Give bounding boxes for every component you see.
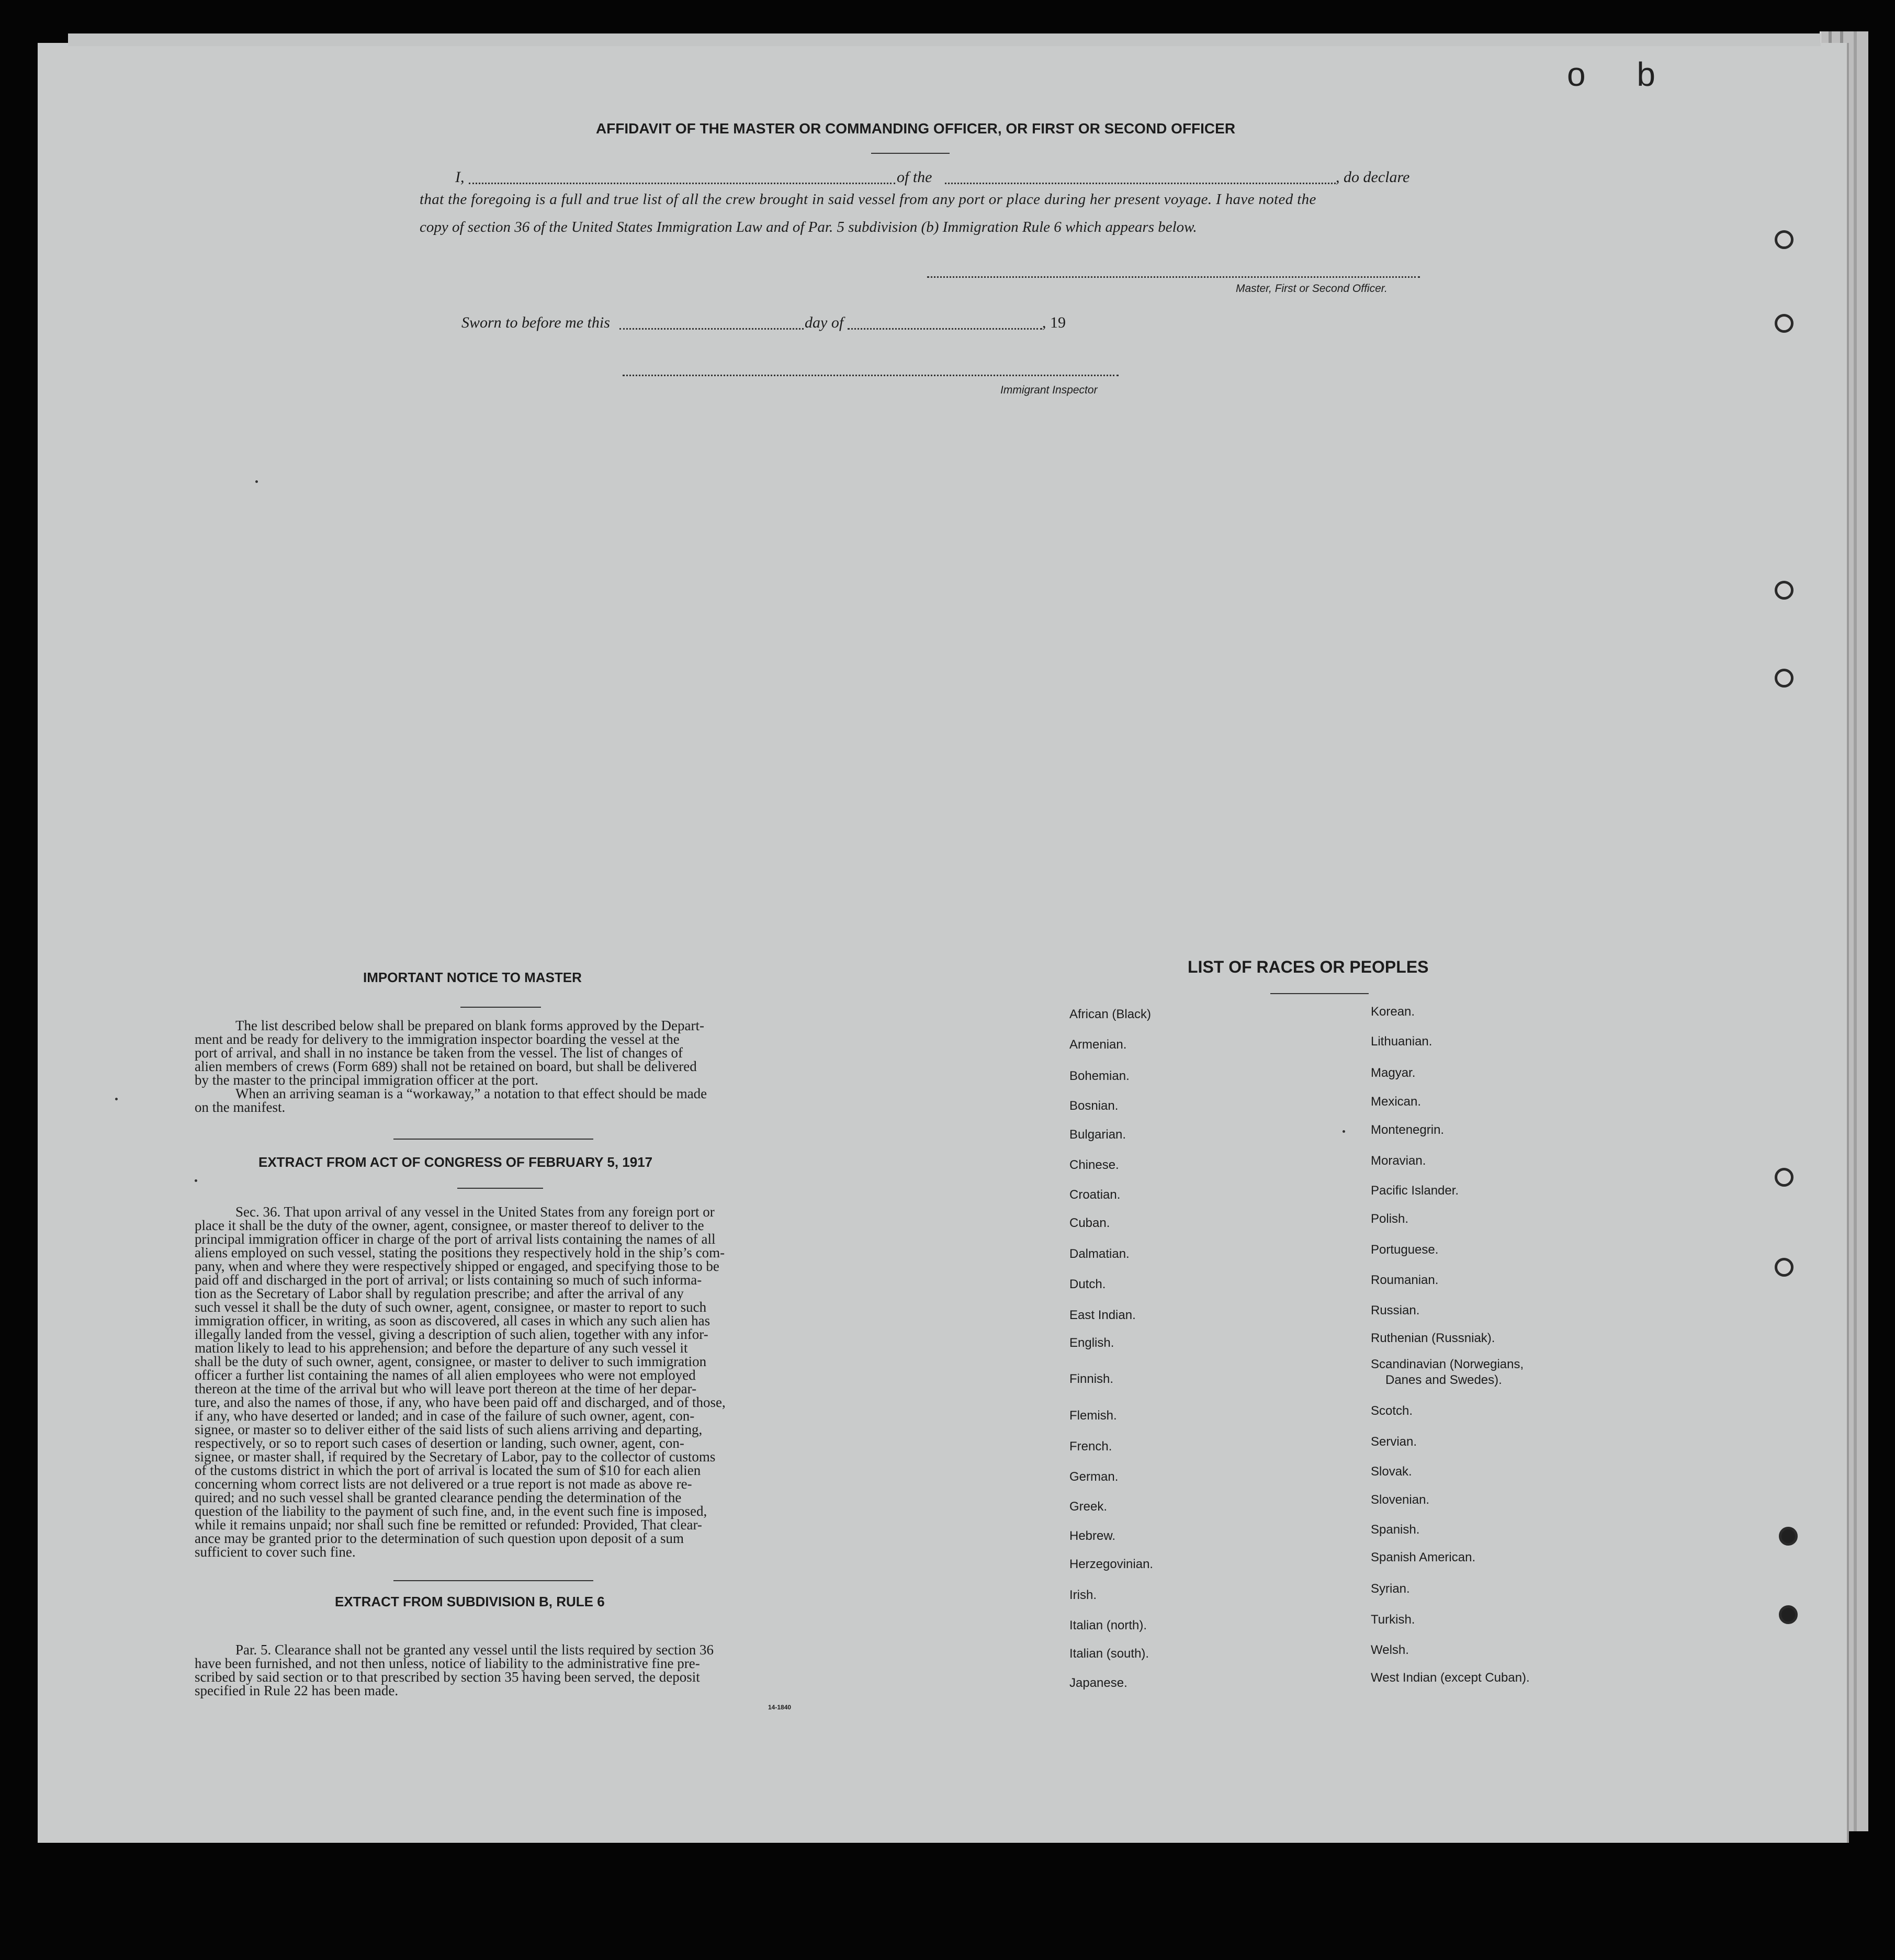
act-line: paid off and discharged in the port of arrival; or lists containing so much of such informa-: [195, 1272, 702, 1288]
race-item: Armenian.: [1069, 1038, 1127, 1052]
race-item: Slovenian.: [1371, 1493, 1430, 1507]
speck: [255, 480, 258, 483]
race-item: Scotch.: [1371, 1404, 1413, 1418]
speck: [115, 1098, 118, 1100]
signature-label: Master, First or Second Officer.: [1236, 283, 1388, 295]
race-item: Syrian.: [1371, 1582, 1410, 1596]
race-item: Turkish.: [1371, 1613, 1415, 1627]
race-item: Herzegovinian.: [1069, 1557, 1154, 1571]
day-blank[interactable]: [619, 328, 804, 330]
act-line: concerning whom correct lists are not delivered or a true report is not made as above re-: [195, 1476, 692, 1492]
notice-line: by the master to the principal immigration officer at the port.: [195, 1072, 539, 1088]
affidavit-line1-mid: of the: [897, 168, 932, 186]
race-item: West Indian (except Cuban).: [1371, 1671, 1530, 1685]
sworn-mid: day of: [805, 314, 844, 331]
race-item: Hebrew.: [1069, 1529, 1116, 1543]
race-item: Croatian.: [1069, 1188, 1121, 1202]
affidavit-line2: that the foregoing is a full and true list of all the crew brought in said vessel from any port or place during her present voyage. I have noted the: [420, 191, 1316, 208]
race-item: Cuban.: [1069, 1216, 1110, 1230]
race-item: Russian.: [1371, 1303, 1420, 1317]
act-line: tion as the Secretary of Labor shall by regulation prescribe; and after the arrival of any: [195, 1286, 684, 1301]
notice-line: When an arriving seaman is a “workaway,” a notation to that effect should be made: [235, 1086, 707, 1101]
affidavit-title: AFFIDAVIT OF THE MASTER OR COMMANDING OFFICER, OR FIRST OR SECOND OFFICER: [595, 120, 1236, 137]
month-blank[interactable]: [848, 328, 1042, 330]
race-item: Greek.: [1069, 1500, 1108, 1514]
race-item: Mexican.: [1371, 1095, 1422, 1109]
page-top-strip: [68, 33, 1821, 46]
notice-line: The list described below shall be prepared on blank forms approved by the Depart-: [235, 1018, 704, 1033]
act-line: quired; and no such vessel shall be granted clearance pending the determination of the: [195, 1490, 682, 1505]
binder-hole: [1775, 581, 1794, 600]
act-top-rule: [393, 1139, 593, 1140]
race-item: Magyar.: [1371, 1066, 1416, 1080]
races-rule: [1270, 993, 1369, 994]
act-line: aliens employed on such vessel, stating the positions they respectively hold in the ship’s com-: [195, 1245, 725, 1260]
race-item: Bohemian.: [1069, 1069, 1130, 1083]
race-item: Servian.: [1371, 1435, 1417, 1449]
race-item: Portuguese.: [1371, 1243, 1439, 1257]
race-item: Montenegrin.: [1371, 1123, 1445, 1137]
race-item: Italian (south).: [1069, 1647, 1149, 1661]
race-item: Irish.: [1069, 1588, 1097, 1602]
rule6-line: Par. 5. Clearance shall not be granted any vessel until the lists required by section 36: [235, 1642, 714, 1658]
notice-rule: [460, 1007, 541, 1008]
binder-hole: [1775, 230, 1794, 249]
inspector-signature-blank[interactable]: [623, 375, 1119, 376]
race-item: Dalmatian.: [1069, 1247, 1130, 1261]
act-line: ture, and also the names of those, if any, who have been paid off and discharged, and of those,: [195, 1394, 726, 1410]
act-line: of the customs district in which the port of arrival is located the sum of $10 for each alien: [195, 1462, 701, 1478]
sworn-suffix: , 19: [1042, 314, 1066, 331]
form-number: 14-1840: [768, 1704, 792, 1711]
notice-line: port of arrival, and shall in no instance be taken from the vessel. The list of changes of: [195, 1045, 683, 1061]
binder-hole: [1775, 1168, 1794, 1187]
race-item: Bulgarian.: [1069, 1128, 1126, 1142]
notice-line: ment and be ready for delivery to the immigration inspector boarding the vessel at the: [195, 1031, 680, 1047]
rule6-line: have been furnished, and not then unless, notice of liability to the administrative fine pre-: [195, 1655, 700, 1671]
binder-hole: [1775, 1258, 1794, 1277]
race-item: German.: [1069, 1470, 1119, 1484]
act-rule: [457, 1188, 543, 1189]
race-item: Welsh.: [1371, 1643, 1409, 1657]
corner-mark: o b: [1567, 55, 1676, 93]
act-line: place it shall be the duty of the owner, agent, consignee, or master thereof to deliver to the: [195, 1218, 704, 1233]
notice-title: IMPORTANT NOTICE TO MASTER: [363, 970, 582, 985]
act-line: question of the liability to the payment of such fine, and, in the event such fine is imposed,: [195, 1503, 707, 1519]
race-item: Pacific Islander.: [1371, 1184, 1459, 1198]
race-item: Danes and Swedes).: [1385, 1373, 1502, 1387]
document-page: [38, 43, 1847, 1843]
act-line: pany, when and where they were respectively shipped or engaged, and specifying those to be: [195, 1258, 719, 1274]
act-line: shall be the duty of such owner, agent, consignee, or master to deliver to such immigration: [195, 1354, 707, 1369]
act-line: signee, or master so to deliver either of the said lists of such aliens arriving and departing,: [195, 1422, 703, 1437]
race-item: Roumanian.: [1371, 1273, 1439, 1287]
speck: [195, 1179, 197, 1182]
act-line: respectively, or so to report such cases of desertion or landing, such owner, agent, con-: [195, 1435, 684, 1451]
name-blank[interactable]: [469, 183, 895, 184]
race-item: Korean.: [1371, 1005, 1415, 1019]
notice-paragraph-1: [195, 1019, 795, 1114]
race-item: Ruthenian (Russniak).: [1371, 1331, 1495, 1345]
race-item: English.: [1069, 1336, 1114, 1350]
race-item: Moravian.: [1371, 1154, 1426, 1168]
race-item: Spanish American.: [1371, 1550, 1476, 1564]
rule6-title: EXTRACT FROM SUBDIVISION B, RULE 6: [335, 1594, 605, 1609]
rule6-line: specified in Rule 22 has been made.: [195, 1683, 399, 1698]
act-line: ance may be granted prior to the determination of such question upon deposit of a sum: [195, 1530, 684, 1546]
race-item: Slovak.: [1371, 1465, 1412, 1479]
act-line: illegally landed from the vessel, giving a description of such alien, together with any infor-: [195, 1326, 708, 1342]
page-edge: [1854, 31, 1857, 1831]
affidavit-line1-suffix: , do declare: [1336, 168, 1410, 186]
race-item: Dutch.: [1069, 1277, 1106, 1291]
affidavit-line3: copy of section 36 of the United States Immigration Law and of Par. 5 subdivision (b) Immigration Rule 6 which appears below.: [420, 219, 1197, 235]
act-line: while it remains unpaid; nor shall such fine be remitted or refunded: Provided, That clear-: [195, 1517, 702, 1533]
race-item: Flemish.: [1069, 1409, 1117, 1423]
act-line: Sec. 36. That upon arrival of any vessel in the United States from any foreign port or: [235, 1204, 715, 1220]
race-item: African (Black): [1069, 1007, 1152, 1021]
race-item: Italian (north).: [1069, 1618, 1147, 1632]
binder-hole: [1775, 314, 1794, 333]
notice-line: on the manifest.: [195, 1099, 286, 1115]
signature-blank[interactable]: [927, 276, 1420, 278]
act-line: signee, or master shall, if required by the Secretary of Labor, pay to the collector of customs: [195, 1449, 716, 1465]
races-title: LIST OF RACES OR PEOPLES: [1188, 958, 1429, 976]
act-line: immigration officer, in writing, as soon as discovered, all cases in which any such alien has: [195, 1313, 710, 1328]
race-item: Polish.: [1371, 1212, 1409, 1226]
act-line: thereon at the time of the arrival but who will leave port thereon at the time of her depar-: [195, 1381, 697, 1396]
speck: [1343, 1130, 1345, 1133]
binder-hole: [1775, 669, 1794, 688]
race-item: East Indian.: [1069, 1308, 1136, 1322]
act-title: EXTRACT FROM ACT OF CONGRESS OF FEBRUARY 5, 1917: [258, 1154, 653, 1170]
vessel-blank[interactable]: [945, 183, 1336, 184]
act-paragraph: [195, 1205, 795, 1559]
title-rule: [871, 153, 950, 154]
act-line: officer a further list containing the names of all alien employees who were not employed: [195, 1367, 696, 1383]
race-item: Lithuanian.: [1371, 1034, 1432, 1049]
rule6-line: scribed by said section or to that prescribed by section 35 having been served, the deposit: [195, 1669, 700, 1685]
binder-hole: [1779, 1527, 1798, 1546]
rule6-paragraph: [195, 1643, 795, 1697]
inspector-label: Immigrant Inspector: [1000, 384, 1098, 396]
race-item: Bosnian.: [1069, 1099, 1119, 1113]
race-item: French.: [1069, 1439, 1112, 1454]
rule6-top-rule: [393, 1580, 593, 1581]
binder-hole: [1779, 1605, 1798, 1624]
race-item: Japanese.: [1069, 1676, 1127, 1690]
notice-line: alien members of crews (Form 689) shall not be retained on board, but shall be delivered: [195, 1058, 697, 1074]
act-line: if any, who have deserted or landed; and in case of the failure of such owner, agent, con-: [195, 1408, 695, 1424]
act-line: mation likely to lead to his apprehension; and before the departure of any such vessel it: [195, 1340, 688, 1356]
sworn-prefix: Sworn to before me this: [461, 314, 610, 331]
race-item: Scandinavian (Norwegians,: [1371, 1357, 1524, 1371]
act-line: sufficient to cover such fine.: [195, 1544, 356, 1560]
race-item: Finnish.: [1069, 1372, 1114, 1386]
act-line: such vessel it shall be the duty of such owner, agent, consignee, or master to report to such: [195, 1299, 707, 1315]
race-item: Chinese.: [1069, 1158, 1119, 1172]
race-item: Spanish.: [1371, 1523, 1420, 1537]
act-line: principal immigration officer in charge of the port of arrival lists containing the names of all: [195, 1231, 716, 1247]
affidavit-line1-prefix: I,: [455, 168, 465, 186]
